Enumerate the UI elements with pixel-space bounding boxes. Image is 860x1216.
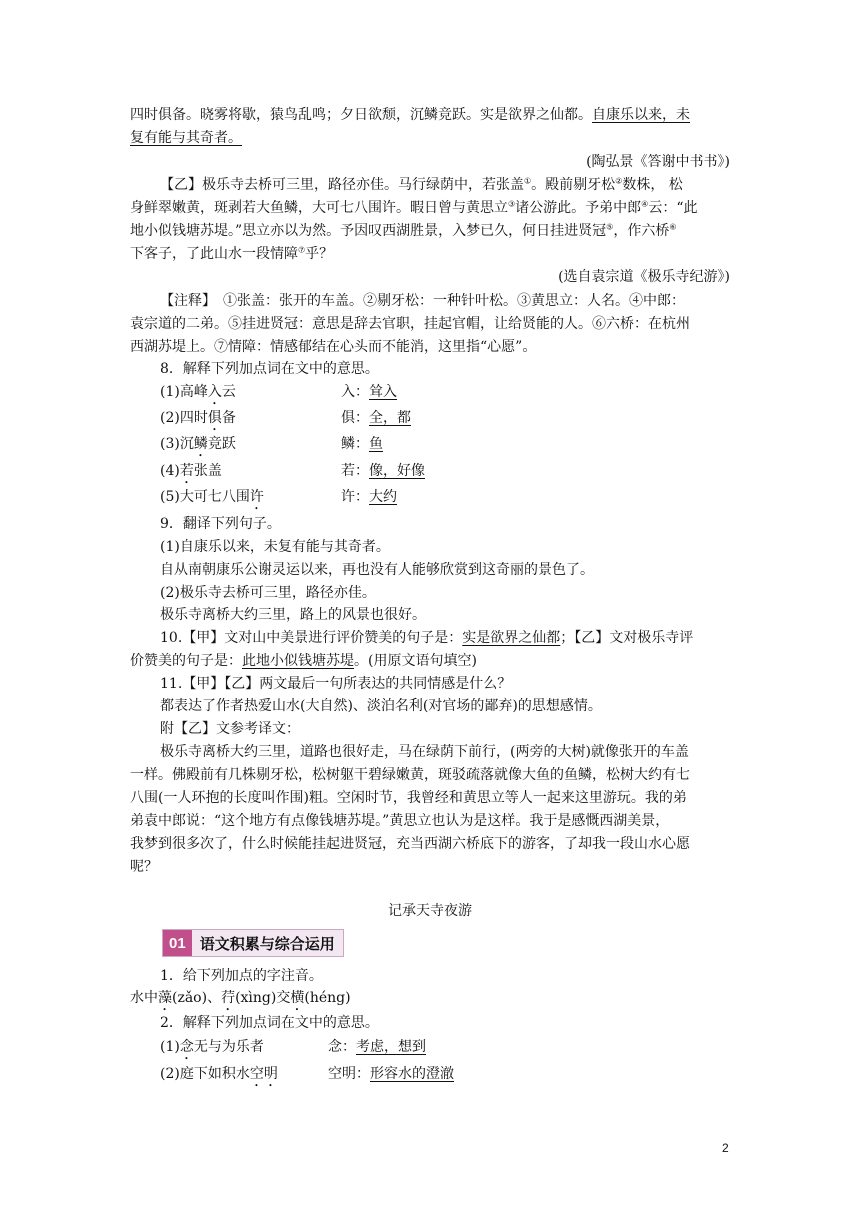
yi-line-1: 【乙】极乐寺去桥可三里，路径亦佳。马行绿荫中，若张盖①。殿前剔牙松②数株， 松 [160, 176, 683, 193]
translation-line-4: 弟袁中郎说：“这个地方有点像钱塘苏堤。”黄思立也认为是这样。我于是感慨西湖美景， [130, 813, 670, 829]
notes-line-3: 西湖苏堤上。⑦情障：情感郁结在心头而不能消，这里指“心愿”。 [130, 339, 537, 355]
q8-title: 8．解释下列加点词在文中的意思。 [160, 361, 379, 377]
q1-title: 1．给下列加点的字注音。 [160, 968, 323, 984]
q9-title: 9．翻译下列句子。 [160, 516, 281, 532]
q8-answer-1: 入：耸入 [341, 384, 397, 400]
q2-answer-2: 空明：形容水的澄澈 [328, 1066, 454, 1082]
yi-line-3: 地小似钱塘苏堤。”思立亦以为然。予因叹西湖胜景，入梦已久，何日挂进贤冠⑤，作六桥⑥ [130, 222, 677, 239]
q8-answer-5: 许：大约 [341, 489, 397, 505]
q8-item-4: (4)若张盖 [160, 463, 222, 479]
q8-answer-3: 鳞：鱼 [341, 436, 383, 452]
q10-line-2: 价赞美的句子是：此地小似钱塘苏堤。(用原文语句填空) [130, 653, 477, 669]
q1-items: 水中藻(zǎo)、荇(xìng)交横(héng) [130, 990, 351, 1006]
notes-line-1: 【注释】 ①张盖：张开的车盖。②剔牙松：一种针叶松。③黄思立：人名。④中郎： [160, 293, 685, 309]
translation-line-3: 八围(一人环抱的长度叫作围)粗。空闲时节，我曾经和黄思立等人一起来这里游玩。我的弟 [130, 790, 687, 806]
q9-answer-2: 极乐寺离桥大约三里，路上的风景也很好。 [160, 607, 426, 623]
passage-line-1: 四时俱备。晓雾将歇，猿鸟乱鸣；夕日欲颓，沉鳞竞跃。实是欲界之仙都。自康乐以来，未 [130, 107, 690, 123]
q11-answer: 都表达了作者热爱山水(大自然)、淡泊名利(对官场的鄙弃)的思想感情。 [160, 698, 602, 714]
page-number: 2 [722, 1141, 729, 1155]
section-badge-text: 语文积累与综合运用 [199, 934, 335, 953]
q2-answer-1: 念：考虑，想到 [328, 1039, 426, 1055]
q2-item-1: (1)念无与为乐者 [160, 1039, 264, 1055]
q9-answer-1: 自从南朝康乐公谢灵运以来，再也没有人能够欣赏到这奇丽的景色了。 [160, 562, 594, 578]
source-yi: (选自袁宗道《极乐寺纪游》) [558, 269, 730, 285]
q9-sentence-1: (1)自康乐以来，未复有能与其奇者。 [160, 539, 390, 555]
q8-answer-2: 俱：全，都 [341, 410, 411, 426]
translation-title: 附【乙】文参考译文： [160, 721, 300, 737]
q9-sentence-2: (2)极乐寺去桥可三里，路径亦佳。 [160, 585, 376, 601]
passage-line-2: 复有能与其奇者。 [130, 130, 242, 146]
notes-line-2: 袁宗道的二弟。⑤挂进贤冠：意思是辞去官职，挂起官帽，让给贤能的人。⑥六桥：在杭州 [130, 316, 690, 332]
q8-item-3: (3)沉鳞竞跃 [160, 436, 236, 452]
q2-title: 2．解释下列加点词在文中的意思。 [160, 1015, 379, 1031]
section-badge [162, 929, 344, 957]
translation-line-5: 我梦到很多次了，什么时候能挂起进贤冠，充当西湖六桥底下的游客，了却我一段山水心愿 [130, 836, 690, 852]
translation-line-2: 一样。佛殿前有几株剔牙松，松树躯干碧绿嫩黄，斑驳疏落就像大鱼的鱼鳞，松树大约有七 [130, 767, 690, 783]
q8-item-5: (5)大可七八围许 [160, 489, 264, 505]
q2-item-2: (2)庭下如积水空明 [160, 1066, 278, 1082]
translation-line-6: 呢？ [130, 859, 158, 875]
q8-item-2: (2)四时俱备 [160, 410, 236, 426]
q8-answer-4: 若：像，好像 [341, 463, 425, 479]
q8-item-1: (1)高峰入云 [160, 384, 236, 400]
section-badge-number: 01 [163, 930, 192, 956]
q10-line-1: 10.【甲】文对山中美景进行评价赞美的句子是：实是欲界之仙都；【乙】文对极乐寺评 [160, 630, 694, 646]
source-jia: (陶弘景《答谢中书书》) [586, 154, 730, 170]
q11-title: 11.【甲】【乙】两文最后一句所表达的共同情感是什么？ [160, 676, 512, 692]
translation-line-1: 极乐寺离桥大约三里，道路也很好走，马在绿荫下前行，(两旁的大树)就像张开的车盖 [160, 744, 689, 760]
yi-line-4: 下客子，了此山水一段情障⑦乎？ [130, 245, 334, 262]
section-title: 记承天寺夜游 [388, 903, 472, 919]
yi-line-2: 身鲜翠嫩黄，斑剥若大鱼鳞，大可七八围许。暇日曾与黄思立③诸公游此。予弟中郎④云：“此 [130, 199, 698, 216]
